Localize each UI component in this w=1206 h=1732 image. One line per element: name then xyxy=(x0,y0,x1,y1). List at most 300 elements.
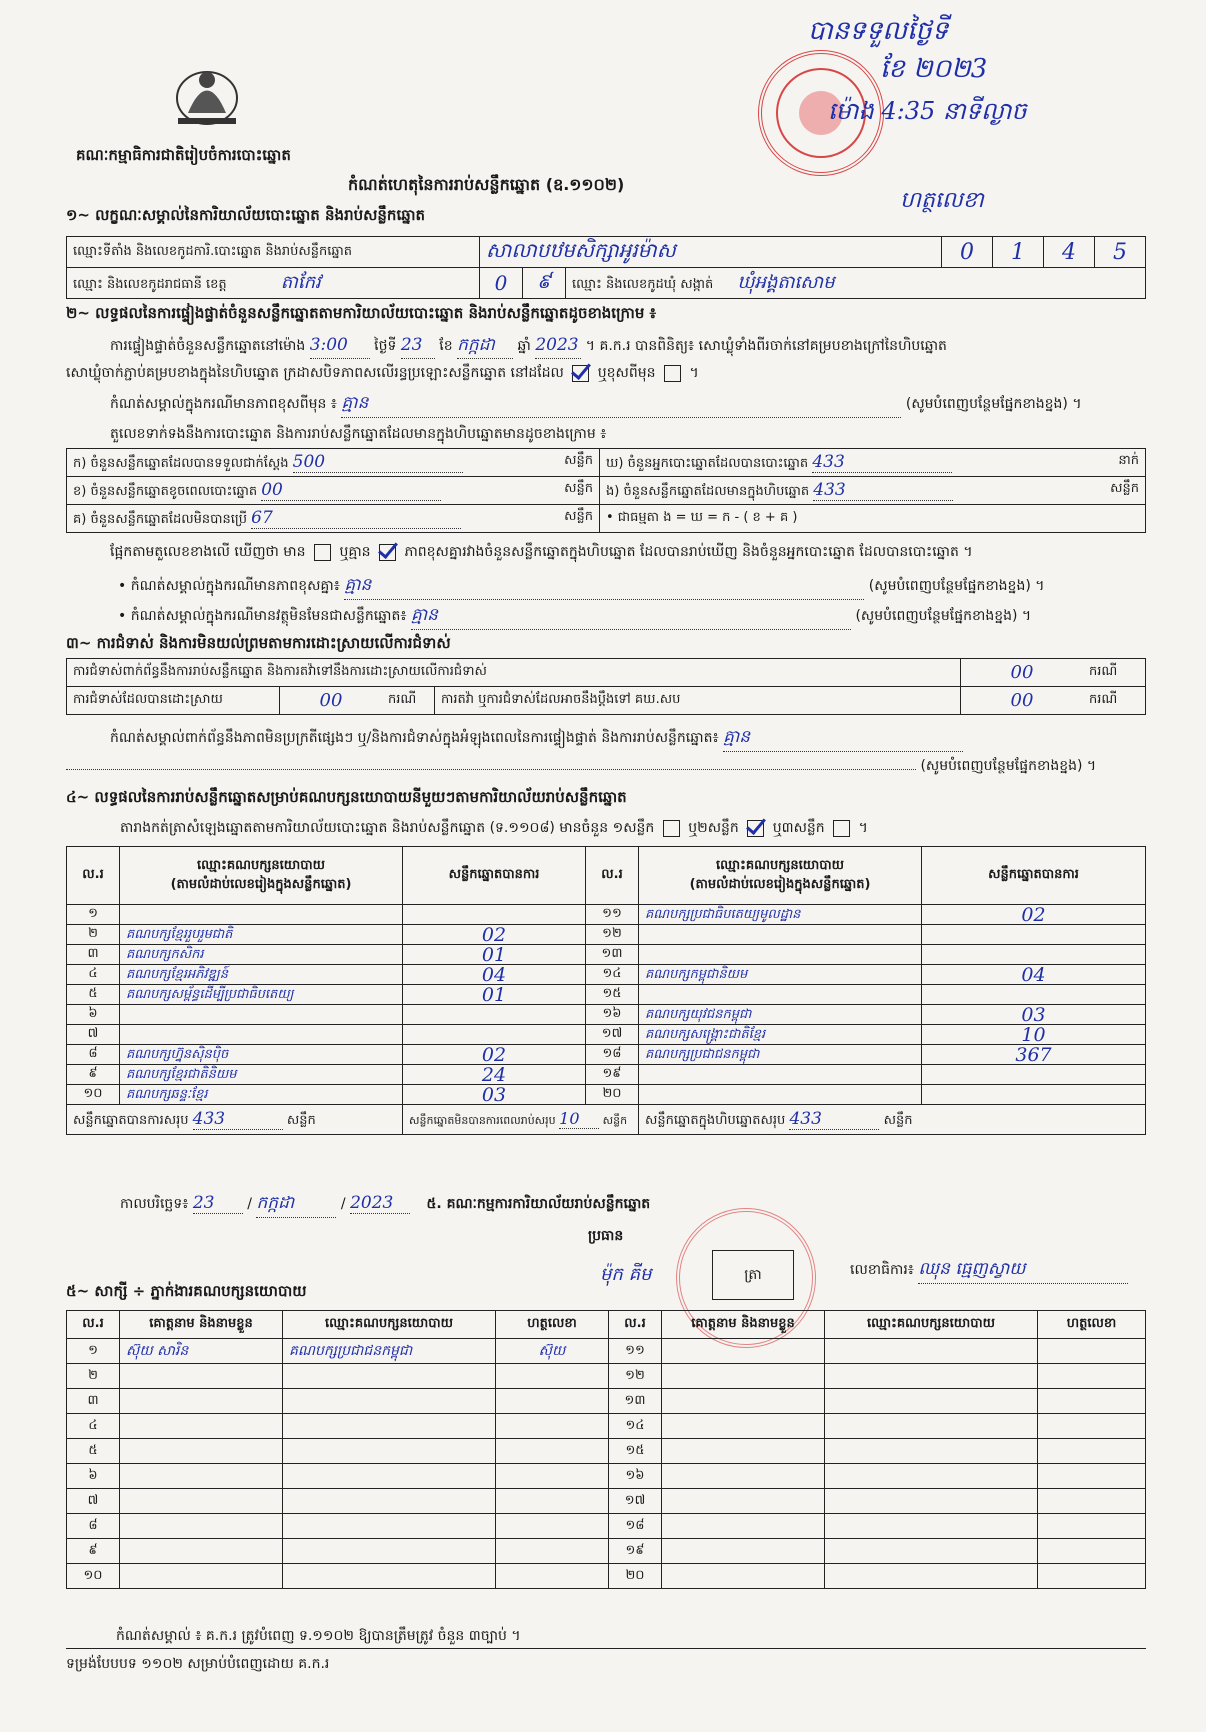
form-code: ទម្រង់បែបបទ ១១០២ សម្រាប់បំពេញដោយ គ.ក.រ xyxy=(66,1656,330,1672)
witness-name xyxy=(120,1414,283,1439)
result-votes xyxy=(922,945,1146,965)
witness-signature xyxy=(496,1439,609,1464)
section4-title: ៤~ លទ្ធផលនៃការរាប់សន្លឹកឆ្នោតសម្រាប់គណបក្សនយោបាយនីមួយៗតាមការិយាល័យរាប់សន្លឹកឆ្នោត xyxy=(66,788,627,806)
note3-value: គ្មាន xyxy=(411,604,851,630)
note2-value: គ្មាន xyxy=(344,574,864,600)
sheets-1-checkbox[interactable] xyxy=(663,820,680,837)
col-votes-left: សន្លឹកឆ្នោតបានការ xyxy=(403,847,586,905)
commune-value: ឃុំអង្គតាសោម xyxy=(737,271,835,293)
row-b-unit: សន្លឹក xyxy=(564,480,593,496)
witness-name xyxy=(120,1389,283,1414)
secretary-value: ឈុន ធ្មេញស្វាយ xyxy=(918,1258,1128,1284)
witness-no: ១២ xyxy=(609,1364,662,1389)
result-party xyxy=(120,905,403,925)
result-votes xyxy=(922,925,1146,945)
table-row xyxy=(67,1439,1146,1464)
witness-name xyxy=(662,1364,825,1389)
row-a-label: ក) ចំនួនសន្លឹកឆ្នោតដែលបានទទួលជាក់ស្តែង xyxy=(73,455,289,471)
table-row xyxy=(67,1539,1146,1564)
code-digit-3: 4 xyxy=(1044,237,1095,268)
row-e-right xyxy=(600,477,1146,505)
note-diff-fill: (សូមបំពេញបន្ថែមផ្នែកខាងខ្នង) ។ xyxy=(905,396,1082,412)
code-digit-4: 5 xyxy=(1095,237,1146,268)
witness-no: ១៣ xyxy=(609,1389,662,1414)
witness-no: ១៦ xyxy=(609,1464,662,1489)
section1-table xyxy=(66,236,1146,299)
verify-year-label: ឆ្នាំ xyxy=(517,338,531,354)
witness-party xyxy=(825,1364,1038,1389)
result-party: គណបក្សខ្មែរអភិវឌ្ឍន៍ xyxy=(120,965,403,985)
result-votes: 04 xyxy=(403,965,586,985)
witness-name: ស៊ុយ សារិន xyxy=(120,1339,283,1364)
witness-party xyxy=(825,1339,1038,1364)
result-no: ៩ xyxy=(67,1065,120,1085)
witness-no: ២ xyxy=(67,1364,120,1389)
witness-signature xyxy=(496,1489,609,1514)
section3-note-value: គ្មាន xyxy=(723,726,963,752)
table-row xyxy=(67,1339,1146,1364)
commission-name: គណៈកម្មាធិការជាតិរៀបចំការបោះឆ្នោត xyxy=(76,146,291,164)
date-label: កាលបរិច្ឆេទ៖ xyxy=(120,1196,189,1212)
result-party: គណបក្សហ្វ៊ុនស៊ិនប៉ិច xyxy=(120,1045,403,1065)
witness-signature xyxy=(1038,1489,1146,1514)
sheets-2-checkbox[interactable] xyxy=(747,820,764,837)
receipt-line-4: ហត្ថលេខា xyxy=(900,188,984,213)
section2-figures-table xyxy=(66,448,1146,533)
result-party: គណបក្សខ្មែរជាតិនិយម xyxy=(120,1065,403,1085)
result-no: ១៤ xyxy=(586,965,639,985)
result-no: ២០ xyxy=(586,1085,639,1105)
rows-intro: តួលេខទាក់ទងនឹងការបោះឆ្នោត និងការរាប់សន្លឹកឆ្នោតដែលមានក្នុងហិបឆ្នោតមានដូចខាងក្រោម ៖ xyxy=(110,426,607,442)
section4-intro-line: តារាងកត់ត្រាសំឡេងឆ្នោតតាមការិយាល័យបោះឆ្នោត និងរាប់សន្លឹកឆ្នោត (ទ.១១០៨) មានចំនួន ១សន្លឹក ឬ២សន្លឹក ឬ៣សន្លឹក ។ xyxy=(120,820,868,836)
note-diff-label: កំណត់សម្គាល់ក្នុងករណីមានភាពខុសពីមុន ៖ xyxy=(110,396,337,412)
date-line: កាលបរិច្ឆេទ៖ 23 / កក្កដា / 2023 ៥. គណៈកម្មការការិយាល័យរាប់សន្លឹកឆ្នោត xyxy=(120,1192,650,1218)
receipt-line-2: ខែ ២០២3 xyxy=(880,54,988,84)
objection-row-1: ការជំទាស់ពាក់ព័ន្ធនឹងការរាប់សន្លឹកឆ្នោត និងការតវ៉ាទៅនឹងការដោះស្រាយលើការជំទាស់ xyxy=(67,659,961,687)
total-box-cell xyxy=(639,1105,1146,1135)
table-row xyxy=(67,925,1146,945)
province-label xyxy=(67,268,480,299)
witness-name xyxy=(662,1564,825,1589)
verify-time-label: ការផ្ទៀងផ្ទាត់ចំនួនសន្លឹកឆ្នោតនៅម៉ោង xyxy=(110,338,306,354)
total-invalid-value: 10 xyxy=(559,1109,599,1129)
date-day: 23 xyxy=(193,1193,243,1214)
compare-b: ឬគ្មាន xyxy=(339,544,371,560)
table-row xyxy=(67,1389,1146,1414)
w-col-party-left: ឈ្មោះគណបក្សនយោបាយ xyxy=(283,1311,496,1339)
col-party-left xyxy=(120,847,403,905)
row-e-value: 433 xyxy=(813,480,953,501)
result-no: ១៧ xyxy=(586,1025,639,1045)
witness-party xyxy=(283,1414,496,1439)
table-row xyxy=(67,1025,1146,1045)
table-row xyxy=(67,1464,1146,1489)
result-party xyxy=(120,1025,403,1045)
table-row xyxy=(67,1414,1146,1439)
witness-signature xyxy=(1038,1439,1146,1464)
witness-party xyxy=(283,1564,496,1589)
result-votes: 01 xyxy=(403,945,586,965)
verify-text-c: សោឃ្លុំចាក់ភ្ជាប់គម្របខាងក្នុងនៃហិបឆ្នោត ក្រដាសបិទភាពសលើរន្ធប្រឡោះសន្លឹកឆ្នោត នៅដដែល xyxy=(66,365,564,381)
sheets-3-checkbox[interactable] xyxy=(833,820,850,837)
row-d-unit: នាក់ xyxy=(1118,452,1139,468)
section3-fill: (សូមបំពេញបន្ថែមផ្នែកខាងខ្នង) ។ xyxy=(920,758,1097,774)
witness-signature xyxy=(496,1389,609,1414)
verify-day: 23 xyxy=(401,332,435,359)
changed-label: ឬខុសពីមុន xyxy=(597,365,656,381)
row-a-left xyxy=(67,449,600,477)
witness-name xyxy=(662,1389,825,1414)
result-votes: 04 xyxy=(922,965,1146,985)
w-col-no-left: ល.រ xyxy=(67,1311,120,1339)
compare-line xyxy=(110,542,1150,563)
result-no: ១៦ xyxy=(586,1005,639,1025)
witness-signature xyxy=(1038,1364,1146,1389)
result-no: ៣ xyxy=(67,945,120,965)
row-c-left xyxy=(67,505,600,533)
stamp-box xyxy=(712,1250,794,1300)
province-code-2: ៩ xyxy=(523,268,566,299)
witness-party xyxy=(825,1414,1038,1439)
col-party-right-title: ឈ្មោះគណបក្សនយោបាយ xyxy=(716,857,844,873)
result-votes: 02 xyxy=(403,1045,586,1065)
commune-cell xyxy=(566,268,1146,299)
witness-party xyxy=(283,1439,496,1464)
result-votes: 02 xyxy=(922,905,1146,925)
section3-note-line2 xyxy=(66,756,1146,777)
result-votes xyxy=(922,1065,1146,1085)
unchanged-checkbox[interactable] xyxy=(572,365,589,382)
result-party: គណបក្សសម្ព័ន្ធដើម្បីប្រជាធិបតេយ្យ xyxy=(120,985,403,1005)
witness-signature xyxy=(1038,1539,1146,1564)
receipt-line-1: បានទទួលថ្ងៃទី xyxy=(808,16,949,46)
verify-month: កក្កដា xyxy=(457,332,513,359)
note2-line xyxy=(118,574,1148,600)
resolved-unit: ករណី xyxy=(382,687,435,715)
w-col-sig-left: ហត្ថលេខា xyxy=(496,1311,609,1339)
result-party xyxy=(639,925,922,945)
date-year: 2023 xyxy=(350,1193,410,1214)
table-row xyxy=(67,1085,1146,1105)
verify-year: 2023 xyxy=(535,332,581,359)
witness-party xyxy=(825,1539,1038,1564)
committee-label: ៥. គណៈកម្មការការិយាល័យរាប់សន្លឹកឆ្នោត xyxy=(426,1196,651,1212)
witness-party xyxy=(283,1514,496,1539)
witness-party xyxy=(283,1539,496,1564)
witness-party xyxy=(825,1464,1038,1489)
witness-no: ១៧ xyxy=(609,1489,662,1514)
w-col-party-right: ឈ្មោះគណបក្សនយោបាយ xyxy=(825,1311,1038,1339)
witness-name xyxy=(120,1489,283,1514)
code-digit-2: 1 xyxy=(993,237,1044,268)
result-no: ២ xyxy=(67,925,120,945)
result-votes: 03 xyxy=(922,1005,1146,1025)
result-votes xyxy=(403,905,586,925)
total-invalid-cell xyxy=(403,1105,639,1135)
table-row xyxy=(67,965,1146,985)
result-party xyxy=(639,1085,922,1105)
witness-name xyxy=(662,1439,825,1464)
result-votes xyxy=(403,1025,586,1045)
section4-intro-c: ឬ៣សន្លឹក xyxy=(772,820,825,836)
witness-name xyxy=(120,1464,283,1489)
witness-no: ៩ xyxy=(67,1539,120,1564)
result-party: គណបក្សយុវជនកម្ពុជា xyxy=(639,1005,922,1025)
chair-label: ប្រធាន xyxy=(588,1228,624,1244)
appeal-value: 00 xyxy=(961,687,1084,715)
objection-row-1-value: 00 xyxy=(961,659,1084,687)
row-c-unit: សន្លឹក xyxy=(564,508,593,524)
nec-emblem xyxy=(168,58,246,130)
compare-c: ភាពខុសគ្នារវាងចំនួនសន្លឹកឆ្នោតក្នុងហិបឆ្នោត ដែលបានរាប់ឃើញ និងចំនួនអ្នកបោះឆ្នោត ដែលបានបោះឆ្នោត ។ xyxy=(404,544,973,560)
appeal-label: ការតវ៉ា ឬការជំទាស់ដែលអាចនឹងប្តឹងទៅ គឃ.សប xyxy=(435,687,961,715)
w-col-sig-right: ហត្ថលេខា xyxy=(1038,1311,1146,1339)
result-no: ១៣ xyxy=(586,945,639,965)
witness-no: ១៩ xyxy=(609,1539,662,1564)
section4-intro: តារាងកត់ត្រាសំឡេងឆ្នោតតាមការិយាល័យបោះឆ្នោត និងរាប់សន្លឹកឆ្នោត (ទ.១១០៨) មានចំនួន ១សន្លឹក xyxy=(120,820,655,836)
witness-name xyxy=(662,1414,825,1439)
note-diff-value: គ្មាន xyxy=(341,392,901,418)
total-box-label: សន្លឹកឆ្នោតក្នុងហិបឆ្នោតសរុប xyxy=(645,1112,786,1128)
row-b-left xyxy=(67,477,600,505)
table-row xyxy=(67,1065,1146,1085)
verify-day-label: ថ្ងៃទី xyxy=(374,338,397,354)
row-e-unit: សន្លឹក xyxy=(1110,480,1139,496)
stamp-box-label: ត្រា xyxy=(744,1267,762,1283)
result-party: គណបក្សប្រជាធិបតេយ្យមូលដ្ឋាន xyxy=(639,905,922,925)
col-votes-right: សន្លឹកឆ្នោតបានការ xyxy=(922,847,1146,905)
province-label-text: ឈ្មោះ និងលេខកូដរាជធានី ខេត្ត xyxy=(73,276,227,292)
resolved-label: ការជំទាស់ដែលបានដោះស្រាយ xyxy=(67,687,280,715)
col-party-left-title: ឈ្មោះគណបក្សនយោបាយ xyxy=(197,857,325,873)
col-party-right-sub: (តាមលំដាប់លេខរៀងក្នុងសន្លឹកឆ្នោត) xyxy=(689,876,871,892)
result-no: ៦ xyxy=(67,1005,120,1025)
witness-no: ៦ xyxy=(67,1464,120,1489)
total-valid-unit: សន្លឹក xyxy=(286,1112,316,1128)
section2-title: ២~ លទ្ធផលនៃការផ្ទៀងផ្ទាត់ចំនួនសន្លឹកឆ្នោតតាមការិយាល័យបោះឆ្នោត និងរាប់សន្លឹកឆ្នោតដូចខាងក្រោម ៖ xyxy=(66,304,657,322)
col-no-right: ល.រ xyxy=(586,847,639,905)
formula-cell: • ជាធម្មតា ង = ឃ = ក - ( ខ + គ ) xyxy=(600,505,1146,533)
witness-signature xyxy=(496,1514,609,1539)
witness-signature xyxy=(1038,1414,1146,1439)
secretary-line xyxy=(850,1258,1128,1284)
note2-label: • កំណត់សម្គាល់ក្នុងករណីមានភាពខុសគ្នា៖ xyxy=(118,578,340,594)
witness-no: ១០ xyxy=(67,1564,120,1589)
row-c-value: 67 xyxy=(251,508,461,529)
no-diff-checkbox[interactable] xyxy=(379,544,396,561)
footer-note: កំណត់សម្គាល់ ៖ គ.ក.រ ត្រូវបំពេញ ទ.១១០២ ឱ្យបានត្រឹមត្រូវ ចំនួន ៣ច្បាប់ ។ xyxy=(116,1628,521,1644)
note3-label: • កំណត់សម្គាល់ក្នុងករណីមានវត្ថុមិនមែនជាសន្លឹកឆ្នោត៖ xyxy=(118,608,407,624)
result-party: គណបក្សកសិករ xyxy=(120,945,403,965)
result-no: ៥ xyxy=(67,985,120,1005)
witness-table xyxy=(66,1310,1146,1589)
witness-no: ១៤ xyxy=(609,1414,662,1439)
result-party: គណបក្សសង្គ្រោះជាតិខ្មែរ xyxy=(639,1025,922,1045)
witness-no: ៤ xyxy=(67,1414,120,1439)
result-votes: 10 xyxy=(922,1025,1146,1045)
result-no: ១២ xyxy=(586,925,639,945)
section3-table xyxy=(66,658,1146,715)
result-no: ១១ xyxy=(586,905,639,925)
result-party: គណបក្សខ្មែររួបរួមជាតិ xyxy=(120,925,403,945)
section3-dotted-line xyxy=(66,769,916,770)
table-row xyxy=(67,985,1146,1005)
result-party xyxy=(639,985,922,1005)
witness-no: ១ xyxy=(67,1339,120,1364)
witness-no: ៣ xyxy=(67,1389,120,1414)
witness-signature xyxy=(496,1539,609,1564)
section4-intro-b: ឬ២សន្លឹក xyxy=(688,820,739,836)
verify-month-label: ខែ xyxy=(439,338,453,354)
result-party: គណបក្សប្រជាជនកម្ពុជា xyxy=(639,1045,922,1065)
total-box-unit: សន្លឹក xyxy=(883,1112,913,1128)
result-no: ១៩ xyxy=(586,1065,639,1085)
changed-checkbox[interactable] xyxy=(664,365,681,382)
witness-name xyxy=(662,1539,825,1564)
witness-party xyxy=(283,1389,496,1414)
row-a-unit: សន្លឹក xyxy=(564,452,593,468)
section3-title: ៣~ ការជំទាស់ និងការមិនយល់ព្រមតាមការដោះស្រាយលើការជំទាស់ xyxy=(66,634,451,652)
chair-signature: ម៉ុក គីម xyxy=(600,1264,652,1285)
witness-party xyxy=(825,1514,1038,1539)
row-d-label: ឃ) ចំនួនអ្នកបោះឆ្នោតដែលបានបោះឆ្នោត xyxy=(606,455,809,471)
witness-signature xyxy=(496,1364,609,1389)
witness-signature xyxy=(496,1414,609,1439)
result-votes: 01 xyxy=(403,985,586,1005)
witness-no: ៧ xyxy=(67,1489,120,1514)
col-no-left: ល.រ xyxy=(67,847,120,905)
row-d-value: 433 xyxy=(812,452,952,473)
witness-party xyxy=(825,1489,1038,1514)
row-b-label: ខ) ចំនួនសន្លឹកឆ្នោតខូចពេលបោះឆ្នោត xyxy=(73,483,258,499)
witness-name xyxy=(120,1564,283,1589)
has-diff-checkbox[interactable] xyxy=(314,544,331,561)
verify-text-b: ។ គ.ក.រ បានពិនិត្យ៖ សោឃ្លុំទាំងពីរចាក់នៅគម្របខាងក្រៅនៃហិបឆ្នោត xyxy=(585,338,947,354)
verification-paragraph-2: សោឃ្លុំចាក់ភ្ជាប់គម្របខាងក្នុងនៃហិបឆ្នោត ក្រដាសបិទភាពសលើរន្ធប្រឡោះសន្លឹកឆ្នោត នៅដដែល ឬខុសពីមុន ។ xyxy=(66,365,699,381)
section3-note-label: កំណត់សម្គាល់ពាក់ព័ន្ធនឹងភាពមិនប្រក្រតីផ្សេងៗ ឬ/និងការជំទាស់ក្នុងអំឡុងពេលនៃការផ្ទៀងផ្ទាត់ និងការរាប់សន្លឹកឆ្នោត៖ xyxy=(110,730,719,746)
total-valid-value: 433 xyxy=(193,1109,283,1130)
witness-party xyxy=(825,1564,1038,1589)
witness-party xyxy=(825,1389,1038,1414)
witness-name xyxy=(662,1514,825,1539)
witness-name xyxy=(120,1514,283,1539)
result-party: គណបក្សឆន្ទៈខ្មែរ xyxy=(120,1085,403,1105)
witness-signature: ស៊ុយ xyxy=(496,1339,609,1364)
location-label: ឈ្មោះទីតាំង និងលេខកូដការិ.បោះឆ្នោត និងរាប់សន្លឹកឆ្នោត xyxy=(67,237,480,268)
note2-fill: (សូមបំពេញបន្ថែមផ្នែកខាងខ្នង) ។ xyxy=(868,578,1045,594)
col-party-right xyxy=(639,847,922,905)
result-votes: 02 xyxy=(403,925,586,945)
row-c-label: គ) ចំនួនសន្លឹកឆ្នោតដែលមិនបានប្រើ xyxy=(73,511,247,527)
witness-signature xyxy=(1038,1339,1146,1364)
total-valid-cell xyxy=(67,1105,403,1135)
witness-name xyxy=(662,1489,825,1514)
section5-title: ៥~ សាក្សី ÷ ភ្នាក់ងារគណបក្សនយោបាយ xyxy=(66,1282,307,1300)
witness-party xyxy=(283,1464,496,1489)
table-row xyxy=(67,1364,1146,1389)
result-party xyxy=(120,1005,403,1025)
result-votes xyxy=(922,1085,1146,1105)
result-no: ៨ xyxy=(67,1045,120,1065)
result-party xyxy=(639,945,922,965)
verification-paragraph-1 xyxy=(110,332,1150,359)
witness-party xyxy=(283,1489,496,1514)
date-month: កក្កដា xyxy=(256,1192,336,1218)
witness-name xyxy=(662,1464,825,1489)
province-value: តាកែវ xyxy=(280,271,321,293)
result-no: ១០ xyxy=(67,1085,120,1105)
result-votes: 03 xyxy=(403,1085,586,1105)
section1-title: ១~ លក្ខណៈសម្គាល់នៃការិយាល័យបោះឆ្នោត និងរាប់សន្លឹកឆ្នោត xyxy=(66,206,426,224)
witness-name xyxy=(120,1364,283,1389)
results-body xyxy=(67,905,1146,1105)
witness-no: ១៥ xyxy=(609,1439,662,1464)
witness-name xyxy=(662,1339,825,1364)
table-row xyxy=(67,905,1146,925)
witness-no: ២០ xyxy=(609,1564,662,1589)
witness-signature xyxy=(1038,1464,1146,1489)
note3-line xyxy=(118,604,1148,630)
witness-body xyxy=(67,1339,1146,1589)
total-box-value: 433 xyxy=(789,1109,879,1130)
note3-fill: (សូមបំពេញបន្ថែមផ្នែកខាងខ្នង) ។ xyxy=(855,608,1032,624)
province-code-1: 0 xyxy=(480,268,523,299)
row-d-right xyxy=(600,449,1146,477)
result-party: គណបក្សកម្ពុជានិយម xyxy=(639,965,922,985)
witness-name xyxy=(120,1539,283,1564)
col-party-left-sub: (តាមលំដាប់លេខរៀងក្នុងសន្លឹកឆ្នោត) xyxy=(170,876,352,892)
w-col-name-right: គោត្តនាម និងនាមខ្លួន xyxy=(662,1311,825,1339)
witness-no: ១៨ xyxy=(609,1514,662,1539)
table-row xyxy=(67,1045,1146,1065)
result-no: ៤ xyxy=(67,965,120,985)
total-valid-label: សន្លឹកឆ្នោតបានការសរុប xyxy=(73,1112,189,1128)
witness-no: ១១ xyxy=(609,1339,662,1364)
witness-party xyxy=(283,1364,496,1389)
witness-party: គណបក្សប្រជាជនកម្ពុជា xyxy=(283,1339,496,1364)
result-votes: 24 xyxy=(403,1065,586,1085)
result-no: ១ xyxy=(67,905,120,925)
row-e-label: ង) ចំនួនសន្លឹកឆ្នោតដែលមានក្នុងហិបឆ្នោត xyxy=(606,483,810,499)
table-row xyxy=(67,1564,1146,1589)
witness-signature xyxy=(1038,1514,1146,1539)
result-no: ១៥ xyxy=(586,985,639,1005)
footer-divider xyxy=(66,1648,1146,1649)
table-row xyxy=(67,1489,1146,1514)
code-digit-1: 0 xyxy=(942,237,993,268)
witness-name xyxy=(120,1439,283,1464)
witness-signature xyxy=(1038,1389,1146,1414)
results-table xyxy=(66,846,1146,1135)
table-row xyxy=(67,1005,1146,1025)
w-col-no-right: ល.រ xyxy=(609,1311,662,1339)
commune-label: ឈ្មោះ និងលេខកូដឃុំ សង្កាត់ xyxy=(572,276,714,292)
compare-a: ផ្អែកតាមតួលេខខាងលើ ឃើញថា មាន xyxy=(110,544,306,560)
total-invalid-unit: សន្លឹក xyxy=(602,1114,628,1127)
table-row xyxy=(67,1514,1146,1539)
verify-time: 3:00 xyxy=(310,332,370,359)
witness-signature xyxy=(496,1464,609,1489)
result-votes xyxy=(922,985,1146,1005)
witness-party xyxy=(825,1439,1038,1464)
total-invalid-label: សន្លឹកឆ្នោតមិនបានការពេលរាប់សរុប xyxy=(409,1114,556,1127)
section3-note xyxy=(110,726,1150,752)
result-no: ១៨ xyxy=(586,1045,639,1065)
row-a-value: 500 xyxy=(293,452,463,473)
secretary-label: លេខាធិការ៖ xyxy=(850,1262,914,1278)
note-diff-line xyxy=(110,392,1150,418)
objection-row-1-unit: ករណី xyxy=(1083,659,1146,687)
